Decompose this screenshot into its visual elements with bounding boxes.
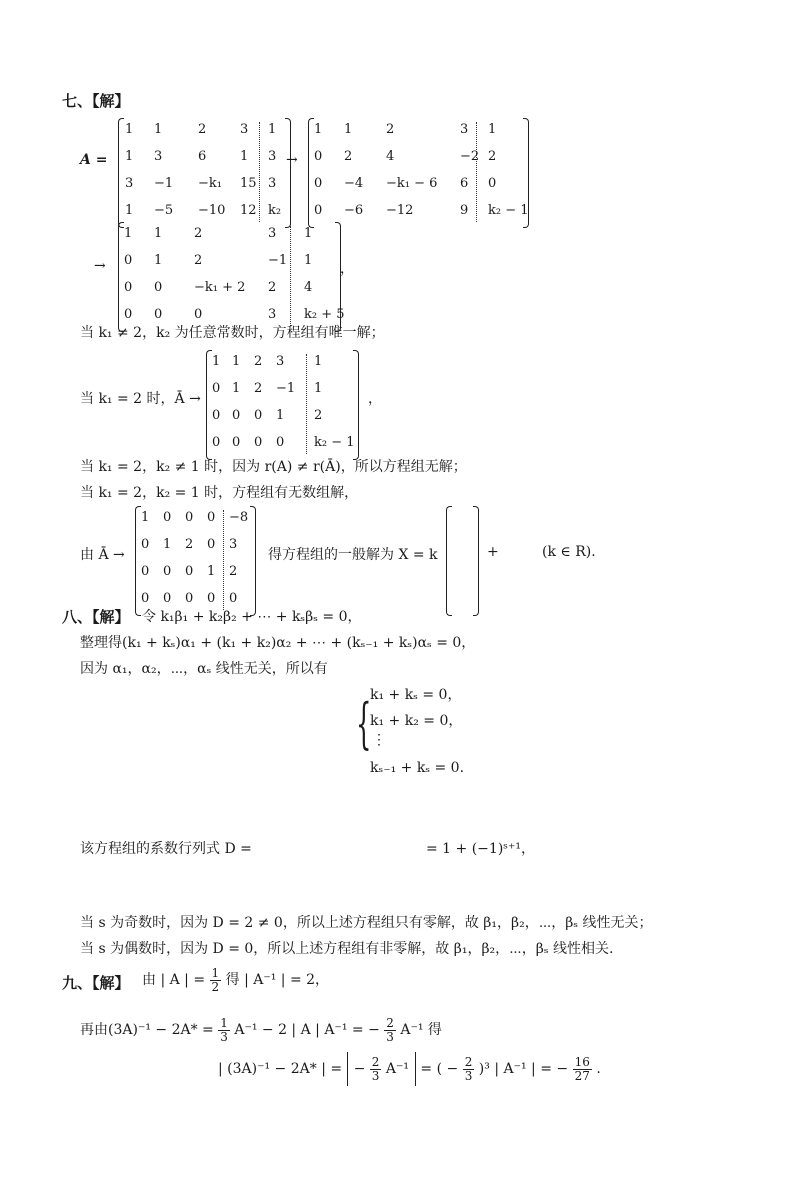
- matrix-entry: 0: [254, 435, 263, 450]
- matrix-entry: 3: [154, 149, 163, 164]
- matrix-entry: 0: [163, 564, 172, 579]
- matrix-entry: 0: [229, 591, 238, 606]
- matrix-entry: 1: [240, 149, 249, 164]
- general-solution-text: 得方程组的一般解为 X = k: [268, 547, 438, 563]
- matrix-entry: 0: [207, 591, 216, 606]
- matrix-entry: 1: [154, 122, 163, 137]
- linear-combination-eq: 令 k₁β₁ + k₂β₂ + ⋯ + kₛβₛ = 0，: [142, 609, 362, 625]
- matrix-entry: 1: [314, 354, 323, 369]
- matrix-entry: −8: [229, 510, 249, 525]
- matrix-entry: 4: [386, 149, 395, 164]
- independence-premise: 因为 α₁，α₂，⋯，αₛ 线性无关，所以有: [80, 661, 328, 677]
- matrix-entry: −2: [460, 149, 480, 164]
- augment-separator: [306, 354, 307, 454]
- period: .: [596, 1061, 601, 1077]
- matrix-entry: 2: [344, 149, 353, 164]
- case-s-even: 当 s 为偶数时，因为 D = 0，所以上述方程组有非零解，故 β₁，β₂，⋯，βₛ 线性相关.: [80, 941, 614, 957]
- matrix-entry: 0: [185, 564, 194, 579]
- matrix-entry: 0: [154, 280, 163, 295]
- fraction-two-thirds: $\frac{2}{3}$: [464, 1054, 473, 1083]
- matrix-entry: 0: [276, 435, 285, 450]
- fraction-two-thirds: $\frac{2}{3}$: [386, 1015, 394, 1044]
- determinant-label: 该方程组的系数行列式 D =: [80, 841, 252, 857]
- abs-value-bars: − $\frac{2}{3}$ A⁻¹: [347, 1052, 416, 1086]
- bracket-right: [473, 506, 479, 616]
- matrix-entry: 0: [207, 510, 216, 525]
- matrix-entry: 2: [314, 408, 323, 423]
- matrix-entry: 2: [198, 122, 207, 137]
- matrix-entry: 2: [194, 253, 203, 268]
- matrix-entry: 3: [125, 176, 134, 191]
- bracket-right: [285, 118, 291, 228]
- system-ellipsis: ⋮: [372, 732, 386, 748]
- augment-separator: [476, 122, 477, 222]
- matrix-entry: 2: [268, 280, 277, 295]
- matrix-entry: 0: [141, 537, 150, 552]
- matrix-entry: 3: [229, 537, 238, 552]
- matrix-entry: k₂ − 1: [488, 203, 529, 218]
- section-8-heading: 八、【解】: [62, 608, 130, 626]
- matrix-entry: 2: [386, 122, 395, 137]
- matrix-entry: 1: [207, 564, 216, 579]
- matrix-entry: 2: [254, 354, 263, 369]
- matrix-entry: 1: [304, 226, 313, 241]
- fraction-one-third: $\frac{1}{3}$: [220, 1015, 228, 1044]
- matrix-entry: k₂ − 1: [314, 435, 355, 450]
- system-eq-2: k₁ + k₂ = 0，: [370, 713, 463, 729]
- matrix-entry: 4: [304, 280, 313, 295]
- system-eq-1: k₁ + kₛ = 0，: [370, 687, 462, 703]
- matrix-entry: k₂: [268, 203, 282, 218]
- system-eq-last: kₛ₋₁ + kₛ = 0.: [370, 760, 465, 776]
- matrix-entry: −k₁ + 2: [194, 280, 246, 295]
- matrix-entry: 3: [460, 122, 469, 137]
- matrix-entry: 0: [314, 176, 323, 191]
- row-reduce-arrow: →: [286, 152, 298, 168]
- matrix-entry: 0: [163, 510, 172, 525]
- matrix-a-label: A =: [80, 152, 108, 168]
- det-a-eq: 由 | A | =: [142, 972, 206, 988]
- matrix-entry: −6: [344, 203, 364, 218]
- matrix-entry: 0: [212, 408, 221, 423]
- matrix-entry: 1: [276, 408, 285, 423]
- case-unique-solution: 当 k₁ ≠ 2，k₂ 为任意常数时，方程组有唯一解；: [80, 325, 385, 341]
- expr-mid: A⁻¹ − 2 | A | A⁻¹ = −: [234, 1022, 380, 1038]
- fraction-two-thirds: $\frac{2}{3}$: [371, 1054, 380, 1083]
- matrix-entry: 0: [124, 280, 133, 295]
- matrix-entry: 1: [232, 354, 241, 369]
- matrix-entry: 0: [185, 591, 194, 606]
- matrix-entry: 1: [314, 122, 323, 137]
- parameter-domain: (k ∈ R).: [542, 544, 596, 560]
- matrix-entry: 2: [488, 149, 497, 164]
- matrix-entry: 2: [254, 381, 263, 396]
- case-s-odd: 当 s 为奇数时，因为 D = 2 ≠ 0，所以上述方程组只有零解，故 β₁，β₂，⋯，βₛ 线性无关；: [80, 915, 653, 931]
- matrix-entry: 0: [185, 510, 194, 525]
- matrix-entry: 0: [141, 564, 150, 579]
- matrix-entry: 3: [268, 226, 277, 241]
- matrix-entry: 0: [124, 307, 133, 322]
- matrix-entry: 1: [125, 149, 134, 164]
- matrix-entry: 0: [232, 408, 241, 423]
- matrix-entry: 6: [198, 149, 207, 164]
- case-k1-equals-2-label: 当 k₁ = 2 时，Ā →: [80, 391, 201, 407]
- matrix-entry: 15: [240, 176, 257, 191]
- expr-end: A⁻¹ 得: [400, 1022, 442, 1038]
- case-infinite-solutions: 当 k₁ = 2，k₂ = 1 时，方程组有无数组解，: [80, 485, 359, 501]
- matrix-entry: −k₁ − 6: [386, 176, 438, 191]
- matrix-entry: 0: [254, 408, 263, 423]
- augment-separator: [223, 510, 224, 610]
- matrix-entry: 6: [460, 176, 469, 191]
- matrix-entry: 3: [268, 307, 277, 322]
- system-brace: {: [356, 692, 372, 755]
- matrix-entry: −5: [154, 203, 174, 218]
- matrix-entry: 0: [194, 307, 203, 322]
- matrix-entry: −k₁: [198, 176, 222, 191]
- row-reduce-arrow: →: [94, 258, 106, 274]
- bracket-left: [446, 506, 452, 616]
- matrix-entry: 0: [212, 435, 221, 450]
- matrix-entry: 1: [314, 381, 323, 396]
- matrix-entry: −10: [198, 203, 226, 218]
- bracket-right: [250, 506, 256, 616]
- expr-lhs: 再由(3A)⁻¹ − 2A* =: [80, 1022, 214, 1038]
- matrix-entry: 1: [304, 253, 313, 268]
- case-no-solution: 当 k₁ = 2，k₂ ≠ 1 时，因为 r(A) ≠ r(Ā)，所以方程组无解；: [80, 459, 467, 475]
- matrix-entry: 2: [185, 537, 194, 552]
- section-7-heading: 七、【解】: [62, 92, 130, 110]
- matrix-entry: 1: [154, 226, 163, 241]
- matrix-entry: 3: [268, 176, 277, 191]
- matrix-entry: 1: [154, 253, 163, 268]
- matrix-entry: 0: [163, 591, 172, 606]
- augment-separator: [290, 226, 291, 326]
- matrix-entry: 0: [488, 176, 497, 191]
- matrix-entry: 0: [212, 381, 221, 396]
- matrix-entry: 1: [232, 381, 241, 396]
- matrix-entry: 0: [124, 253, 133, 268]
- plus-sign: +: [487, 544, 499, 560]
- reduced-matrix-label: 由 Ā →: [80, 547, 125, 563]
- matrix-entry: −1: [154, 176, 174, 191]
- rearranged-eq: 整理得(k₁ + kₛ)α₁ + (k₁ + k₂)α₂ + ⋯ + (kₛ₋₁ + kₛ)αₛ = 0，: [80, 635, 476, 651]
- matrix-entry: k₂ + 5: [304, 307, 345, 322]
- power-open: = ( −: [420, 1061, 459, 1077]
- determinant-value: = 1 + (−1)ˢ⁺¹，: [426, 841, 535, 857]
- matrix-entry: 2: [194, 226, 203, 241]
- matrix-entry: 3: [276, 354, 285, 369]
- comma: ，: [340, 261, 354, 277]
- matrix-entry: 1: [212, 354, 221, 369]
- matrix-entry: 1: [125, 122, 134, 137]
- det-a-line: [142, 964, 329, 996]
- matrix-entry: 12: [240, 203, 257, 218]
- power-close: )³ | A⁻¹ | = −: [478, 1061, 569, 1077]
- matrix-entry: 9: [460, 203, 469, 218]
- inverse-adjugate-line: [80, 1014, 442, 1046]
- section-9-heading: 九、【解】: [62, 974, 130, 992]
- matrix-entry: 0: [154, 307, 163, 322]
- matrix-entry: 1: [163, 537, 172, 552]
- matrix-entry: 1: [268, 122, 277, 137]
- matrix-entry: 1: [125, 203, 134, 218]
- det-a-inverse: 得 | A⁻¹ | = 2，: [225, 972, 330, 988]
- fraction-result: $\frac{16}{27}$: [574, 1054, 590, 1083]
- matrix-entry: 2: [229, 564, 238, 579]
- fraction-one-half: $\frac{1}{2}$: [211, 965, 220, 994]
- matrix-entry: 1: [344, 122, 353, 137]
- matrix-entry: −4: [344, 176, 364, 191]
- comma: ，: [368, 391, 382, 407]
- matrix-entry: 3: [268, 149, 277, 164]
- matrix-entry: 0: [207, 537, 216, 552]
- matrix-entry: 0: [232, 435, 241, 450]
- matrix-entry: −12: [386, 203, 414, 218]
- matrix-entry: 1: [124, 226, 133, 241]
- matrix-entry: 0: [314, 149, 323, 164]
- final-lhs: | (3A)⁻¹ − 2A* | =: [218, 1061, 343, 1077]
- matrix-entry: 0: [314, 203, 323, 218]
- matrix-entry: 1: [488, 122, 497, 137]
- matrix-entry: −1: [268, 253, 288, 268]
- matrix-entry: 3: [240, 122, 249, 137]
- matrix-entry: 1: [141, 510, 150, 525]
- matrix-entry: −1: [276, 381, 296, 396]
- final-determinant-line: [218, 1052, 601, 1086]
- matrix-entry: 0: [141, 591, 150, 606]
- bracket-left: [118, 118, 124, 228]
- augment-separator: [259, 122, 260, 222]
